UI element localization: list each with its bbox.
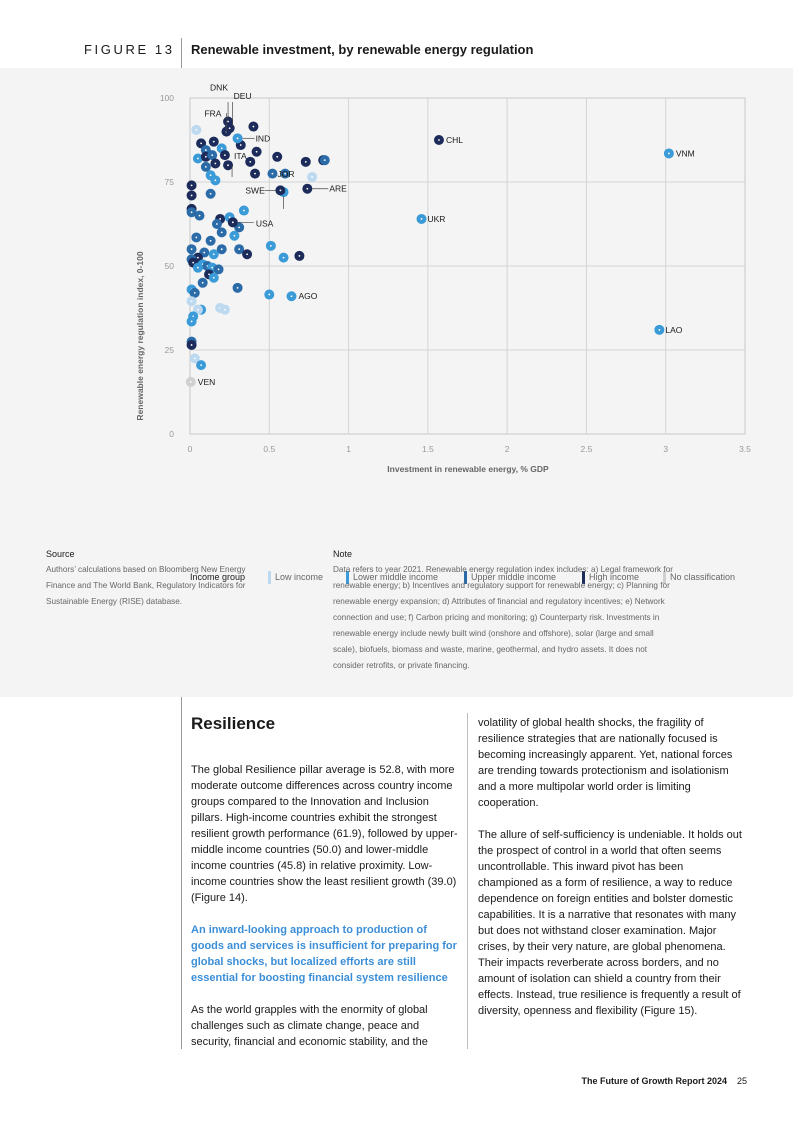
source-title: Source [46,549,75,559]
data-point [210,175,220,185]
point-center [191,300,193,302]
x-tick-label: 2.5 [580,444,593,454]
labeled-point-ven [186,377,196,387]
legend-label: High income [589,572,640,582]
data-point [220,150,230,160]
point-center [197,309,199,311]
note-line: Data refers to year 2021. Renewable energy regulation index includes: a) Legal framework for [333,565,673,574]
point-center [234,235,236,237]
point-center [254,173,256,175]
point-center [200,142,202,144]
point-center [227,164,229,166]
section-divider [181,697,182,1049]
report-title: The Future of Growth Report 2024 [581,1076,727,1086]
paragraph: As the world grapples with the enormity of global challenges such as climate change, peace and security, financial and economic stability, and the [191,1004,428,1048]
figure-header [0,0,793,68]
point-center [249,161,251,163]
data-point [187,244,197,254]
point-center [213,141,215,143]
y-tick-label: 25 [164,345,174,355]
note-line: consider retrofits, or private financing. [333,661,470,670]
point-center [216,223,218,225]
y-tick-label: 0 [169,429,174,439]
labeled-point-swe [275,185,285,195]
point-center [658,329,660,331]
point-center [221,148,223,150]
data-point [209,137,219,147]
point-label-swe: SWE [245,185,265,196]
labeled-point-lao [654,325,664,335]
y-tick-label: 75 [164,177,174,187]
point-center [214,179,216,181]
source-body [46,562,246,610]
data-point [220,305,230,315]
point-label-lao: LAO [665,324,683,335]
paragraph: volatility of global health shocks, the fragility of resilience strategies that are nationally focused is becoming increasingly apparent. Yet, national forces are trending towards protectionism and isolationism and a more multipolar world order is limiting cooperation. [478,717,733,809]
data-point [267,169,277,179]
data-point [198,278,208,288]
point-label-chl: CHL [445,135,463,145]
point-center [240,144,242,146]
point-center [203,252,205,254]
highlight-paragraph: An inward-looking approach to production of goods and services is insufficient for preparing for global shocks, but localized efforts are still essential for boosting financial system resilience [191,924,457,984]
point-center [191,211,193,213]
labeled-point-ita [223,160,233,170]
x-tick-label: 1 [346,444,351,454]
point-center [191,321,193,323]
point-center [210,193,212,195]
legend-label: No classification [670,572,736,582]
point-label-are: ARE [329,183,347,194]
point-label-ind: IND [255,133,271,144]
data-point [212,219,222,229]
data-point [209,273,219,283]
point-center [211,154,213,156]
point-center [668,153,670,155]
point-label-jor: JOR [277,169,295,180]
note-line: renewable energy include newly built wind (onshore and offshore), solar (large and small [333,629,654,638]
data-point [214,264,224,274]
data-point [301,157,311,167]
data-point [187,296,197,306]
data-point [252,147,262,157]
column-divider [467,713,468,1049]
data-point [248,122,258,132]
point-center [283,257,285,259]
point-center [243,210,245,212]
point-center [218,268,220,270]
point-center [268,294,270,296]
point-center [202,282,204,284]
point-center [238,226,240,228]
x-tick-label: 3 [663,444,669,454]
point-center [229,127,231,129]
labeled-point-ind [233,133,243,143]
labeled-point-usa [228,217,238,227]
data-point [210,159,220,169]
point-center [210,240,212,242]
point-center [213,253,215,255]
point-center [205,149,207,151]
data-point [187,316,197,326]
point-label-deu: DEU [233,91,252,102]
data-point [217,227,227,237]
point-center [227,121,229,123]
data-point [239,206,249,216]
x-axis-label: Investment in renewable energy, % GDP [387,464,549,474]
figure-panel [0,68,793,697]
legend-swatch [268,571,271,584]
source-line: Sustainable Energy (RISE) database. [46,597,183,606]
point-center [246,253,248,255]
point-label-ven: VEN [197,376,216,387]
data-point [242,249,252,259]
labeled-point-vnm [664,148,674,158]
labeled-point-are [302,184,312,194]
point-center [270,245,272,247]
source-line: Authors’ calculations based on Bloomberg New Energy [46,565,246,574]
note-title: Note [333,549,353,559]
point-label-dnk: DNK [210,82,229,93]
point-center [306,188,308,190]
point-center [305,161,307,163]
point-center [205,166,207,168]
data-point [272,152,282,162]
paragraph: The allure of self-sufficiency is undeniable. It holds out the prospect of control in a world that often seems uncontrollable. This inward pivot has been championed as a form of resilience, a way to reduce dependence on foreign entities and bolster domestic capabilities. It is a narrative that resonates with many but does not withstand closer examination. Major crises, by their very nature, are global phenomena. Their impacts reverberate across borders, and no amount of isolation can shield a country from their effects. Instead, true resilience is frequently a result of diversity, openness and flexibility (Figure 15). [478,829,742,1017]
y-tick-label: 100 [159,93,174,103]
point-center [279,190,281,192]
data-point [266,241,276,251]
page-footer [581,1076,747,1086]
legend-label: Low income [275,572,324,582]
chart-grid [190,98,745,434]
data-point [206,189,216,199]
data-point [201,162,211,172]
point-center [190,381,192,383]
data-point [307,172,317,182]
point-center [191,195,193,197]
labeled-point-ukr [417,214,427,224]
data-point [209,249,219,259]
point-center [299,255,301,257]
source-line: Finance and The World Bank, Regulatory Indicators for [46,581,246,590]
data-point [245,157,255,167]
data-point [191,232,201,242]
point-center [197,257,199,259]
point-center [194,358,196,360]
legend-label: Upper middle income [471,572,557,582]
point-center [221,248,223,250]
point-center [191,248,193,250]
note-line: renewable energy expansion; d) Attributes of financial and regulatory incentives; e) Network [333,597,665,606]
point-center [197,267,199,269]
note-line: renewable energy; b) Incentives and regulatory support for renewable energy; c) Planning for [333,581,670,590]
point-label-usa: USA [255,218,274,229]
point-center [229,216,231,218]
data-point [195,211,205,221]
figure-label: FIGURE 13 [84,42,175,57]
point-center [421,218,423,220]
labeled-point-ago [286,291,296,301]
point-center [238,248,240,250]
point-center [272,173,274,175]
data-point [193,263,203,273]
point-center [205,156,207,158]
point-center [291,295,293,297]
legend-label: Lower middle income [353,572,439,582]
point-center [311,176,313,178]
point-center [324,159,326,161]
point-center [232,221,234,223]
data-point [250,169,260,179]
point-center [237,137,239,139]
note-line: connection and use; f) Carbon pricing and monitoring; g) Counterparty risk. Investments in [333,613,660,622]
point-label-fra: FRA [204,108,222,119]
note-line: scale), biofuels, biomass and waste, marine, geothermal, and hydro assets. It does not [333,645,648,654]
point-center [192,262,194,264]
data-point [187,340,197,350]
data-point [233,283,243,293]
data-point [191,125,201,135]
page-number: 25 [736,1076,747,1086]
point-center [200,364,202,366]
x-tick-label: 2 [504,444,510,454]
point-center [219,218,221,220]
point-center [438,139,440,141]
labeled-point-chl [434,135,444,145]
section-heading: Resilience [191,714,276,733]
point-center [224,309,226,311]
y-axis [160,93,174,439]
point-center [199,215,201,217]
y-tick-label: 50 [164,261,174,271]
data-point [294,251,304,261]
left-column [191,762,461,1066]
point-label-ukr: UKR [427,213,446,224]
point-center [256,151,258,153]
point-center [214,163,216,165]
point-center [195,237,197,239]
figure-divider [181,38,182,68]
point-label-vnm: VNM [675,148,695,159]
x-tick-label: 1.5 [421,444,434,454]
point-label-ago: AGO [298,291,318,302]
point-center [210,174,212,176]
x-axis [188,444,752,454]
paragraph: The global Resilience pillar average is 52.8, with more moderate outcome differences across country income groups compared to the Innovation and Inclusion pillars. High-income countries exhibit the strongest resilient growth performance (61.9), followed by upper-middle income countries (50.0) and lower-middle income countries (45.8) in relative proximity. Low-income countries show the least resilient growth (39.0) (Figure 14). [191,764,458,904]
x-tick-label: 3.5 [739,444,751,454]
point-center [195,129,197,131]
x-tick-label: 0.5 [263,444,276,454]
point-center [211,267,213,269]
point-center [276,156,278,158]
data-point [206,236,216,246]
figure-title: Renewable investment, by renewable energy regulation [191,42,534,57]
point-center [191,184,193,186]
data-point [279,253,289,263]
point-center [194,292,196,294]
point-center [213,277,215,279]
legend-title: Income group [190,572,246,582]
scatter-chart [0,68,793,538]
point-label-ita: ITA [234,151,247,162]
point-center [221,232,223,234]
point-center [224,154,226,156]
data-point [229,231,239,241]
data-point [187,190,197,200]
data-point [187,180,197,190]
point-center [237,287,239,289]
x-tick-label: 0 [187,444,193,454]
point-center [253,126,255,128]
point-center [197,158,199,160]
note-body [333,562,673,674]
y-axis-label: Renewable energy regulation index, 0-100 [135,251,145,421]
data-point [320,155,330,165]
right-column [478,715,743,1035]
point-center [191,344,193,346]
data-point [196,360,206,370]
data-point [264,290,274,300]
